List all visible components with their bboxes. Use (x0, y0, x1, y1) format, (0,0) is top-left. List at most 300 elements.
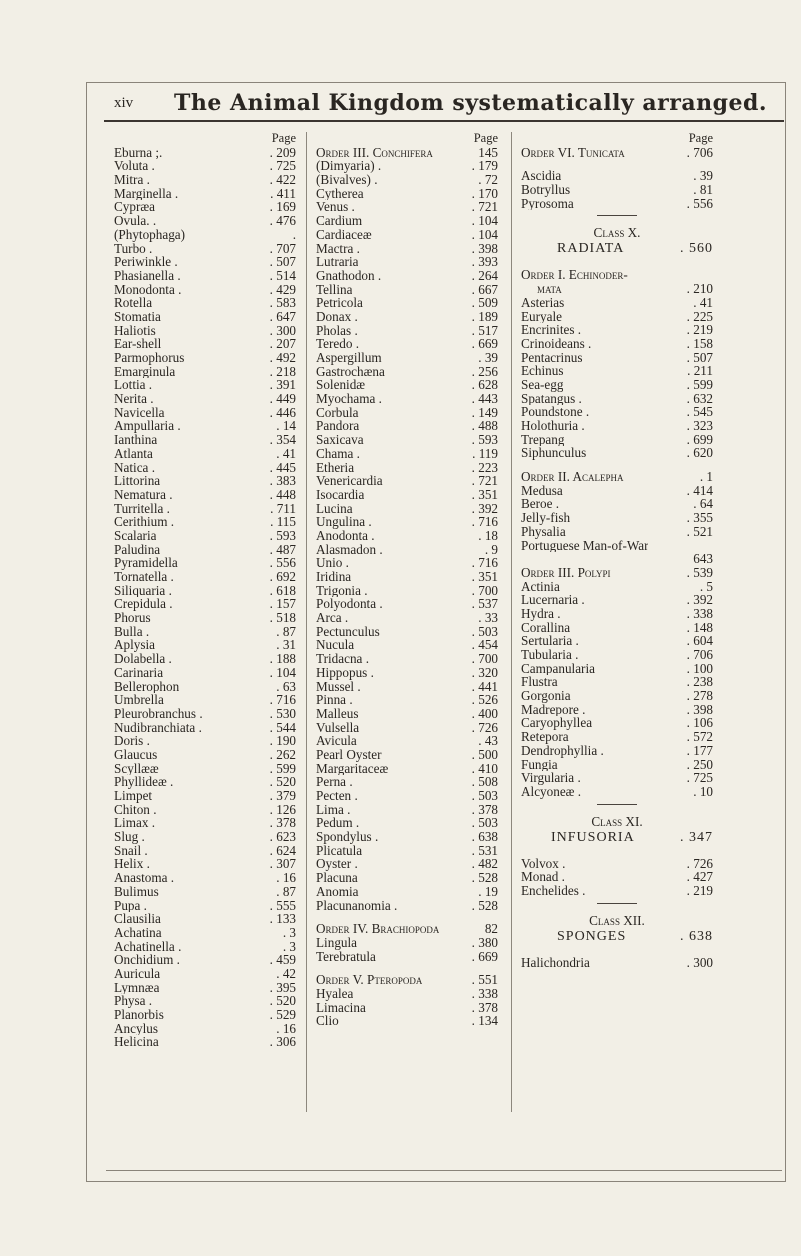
section-rule (597, 215, 637, 216)
entry-name: Emarginula (114, 364, 176, 379)
index-entry (316, 652, 498, 666)
index-entry (114, 419, 296, 433)
index-entry (316, 173, 498, 187)
index-entry (316, 351, 498, 365)
entry-page: . 446 (269, 404, 296, 420)
entry-page: . 63 (276, 678, 296, 694)
entry-page: . 323 (686, 418, 713, 433)
entry-name: Dolabella . (114, 652, 172, 666)
index-entry (114, 748, 296, 762)
entry-name: Pyrosoma (521, 196, 574, 211)
entry-name: Ancylus (114, 1021, 158, 1036)
index-entry (316, 392, 498, 406)
entry-page: . 209 (269, 144, 296, 160)
class-label: Class X. (593, 225, 641, 241)
entry-name: Crepidula . (114, 597, 173, 612)
entry-name: Actinia (521, 579, 560, 594)
entry-name: Spatangus . (521, 391, 582, 406)
entry-page: . 518 (269, 610, 296, 626)
entry-name: Aspergillum (316, 351, 382, 365)
entry-name: Turritella . (114, 501, 170, 516)
index-entry (316, 857, 498, 871)
index-entry (316, 721, 498, 735)
entry-page: . 520 (269, 774, 296, 790)
column-divider (306, 132, 307, 1112)
entry-page: . 632 (686, 390, 713, 406)
index-entry (114, 447, 296, 461)
entry-name: Avicula (316, 734, 357, 748)
entry-name: Flustra (521, 675, 558, 690)
entry-page: . 706 (686, 144, 713, 160)
entry-name: Lucernaria . (521, 593, 585, 607)
entry-name: Siphunculus (521, 446, 587, 461)
index-entry (521, 662, 713, 676)
entry-name: Lymnæa (114, 980, 160, 995)
entry-name: Terebratula (316, 949, 376, 964)
entry-name: Phyllideæ . (114, 775, 174, 789)
entry-name: Lottia . (114, 378, 153, 393)
entry-page: . 218 (269, 363, 296, 379)
entry-name: Mussel . (316, 679, 361, 694)
index-entry (316, 1001, 498, 1015)
entry-page: . 445 (269, 459, 296, 475)
index-entry (316, 584, 498, 598)
entry-page: . 256 (471, 363, 498, 379)
index-entry (114, 474, 296, 488)
entry-page: . 16 (276, 870, 296, 886)
index-entry (316, 365, 498, 379)
index-entry (521, 758, 713, 772)
entry-page: . 721 (471, 199, 498, 215)
index-column-1 (114, 132, 296, 1049)
index-entry (521, 484, 713, 498)
index-entry (316, 214, 498, 228)
entry-page: . 119 (472, 445, 498, 461)
entry-page: . 300 (686, 954, 713, 970)
entry-page: . 623 (269, 829, 296, 845)
entry-page: . 250 (686, 756, 713, 772)
index-entry (316, 515, 498, 529)
index-entry (316, 187, 498, 201)
entry-page: . 355 (686, 510, 713, 526)
entry-name: Order III. Conchifera (316, 145, 433, 160)
index-entry (521, 648, 713, 662)
index-entry (521, 785, 713, 799)
entry-page: . 41 (276, 445, 296, 461)
index-entry (114, 228, 296, 242)
entry-page: . 725 (686, 770, 713, 786)
entry-page: . 351 (471, 569, 498, 584)
index-entry (316, 488, 498, 502)
entry-page: . 338 (471, 985, 498, 1001)
entry-page: . 544 (269, 719, 296, 735)
entry-page: . 476 (269, 213, 296, 229)
entry-page: . 531 (471, 842, 498, 858)
index-entry (114, 392, 296, 406)
index-entry (316, 871, 498, 885)
order-row (521, 282, 713, 296)
entry-page: . 539 (686, 564, 713, 580)
entry-page: . 507 (686, 349, 713, 365)
entry-name: Limpet (114, 789, 153, 803)
index-entry (316, 1014, 498, 1028)
entry-name: Arca . (316, 611, 349, 625)
entry-name: Pectunculus (316, 624, 380, 639)
entry-name: (Phytophaga) (114, 227, 186, 242)
entry-page: . 225 (686, 308, 713, 324)
entry-page: . 5 (699, 578, 713, 594)
entry-name: Iridina (316, 570, 352, 584)
entry-name: Medusa (521, 483, 563, 498)
index-entry (114, 502, 296, 516)
entry-name: Euryale (521, 309, 563, 324)
index-entry (316, 830, 498, 844)
entry-page: . 638 (471, 829, 498, 845)
spacer (316, 963, 498, 973)
entry-page: . 398 (686, 701, 713, 717)
entry-name: Holothuria . (521, 419, 585, 433)
index-entry (521, 511, 713, 525)
entry-page: . 707 (269, 240, 296, 256)
index-entry (316, 707, 498, 721)
index-entry (114, 803, 296, 817)
index-entry (316, 987, 498, 1001)
index-entry (521, 744, 713, 758)
entry-page: . 87 (276, 623, 296, 639)
entry-name: Atlanta (114, 446, 153, 461)
index-entry (114, 789, 296, 803)
entry-name: Spondylus . (316, 830, 379, 844)
entry-page: . 711 (270, 500, 296, 516)
class-page: . 347 (680, 829, 713, 845)
index-entry (114, 885, 296, 899)
index-entry (114, 857, 296, 871)
index-entry (114, 146, 296, 160)
index-entry (316, 693, 498, 707)
entry-page: . 158 (686, 335, 713, 351)
index-entry (316, 803, 498, 817)
index-entry (521, 539, 713, 553)
index-entry (114, 488, 296, 502)
entry-page: . 219 (686, 882, 713, 898)
entry-page (679, 268, 713, 282)
entry-name: Cardium (316, 214, 363, 228)
index-entry (114, 926, 296, 940)
index-entry (114, 255, 296, 269)
entry-name: Voluta . (114, 159, 155, 174)
index-entry (316, 885, 498, 899)
page-title: The Animal Kingdom systematically arranged. (174, 90, 768, 116)
index-entry (316, 936, 498, 950)
index-entry (316, 950, 498, 964)
entry-name: Anodonta . (316, 528, 375, 543)
entry-name: Navicella (114, 405, 165, 420)
entry-name: Oyster . (316, 857, 358, 872)
entry-page: . 593 (471, 432, 498, 448)
entry-page: . 620 (686, 445, 713, 461)
index-entry (521, 621, 713, 635)
entry-page: . 126 (269, 801, 296, 817)
entry-page: . 39 (478, 350, 498, 365)
entry-page: . 354 (269, 432, 296, 448)
entry-name: Pleurobranchus . (114, 706, 203, 721)
entry-page: . 378 (269, 815, 296, 831)
index-entry (114, 529, 296, 543)
index-entry (316, 461, 498, 475)
index-entry (521, 497, 713, 511)
entry-page: . 716 (269, 692, 296, 708)
class-name: SPONGES (557, 928, 627, 944)
entry-page: . 692 (269, 569, 296, 584)
entry-name: Ovula. . (114, 214, 157, 228)
index-entry (521, 703, 713, 717)
spacer (521, 159, 713, 169)
entry-page: . 190 (269, 733, 296, 749)
entry-name: Pupa . (114, 898, 147, 913)
entry-name: Placuna (316, 871, 358, 885)
entry-name: Nerita . (114, 392, 154, 406)
entry-page: . 391 (269, 377, 296, 393)
entry-page: 145 (478, 144, 498, 160)
entry-page: . 398 (471, 240, 498, 256)
entry-name: Phorus (114, 611, 151, 625)
index-entry (316, 625, 498, 639)
page-number: xiv (114, 94, 134, 111)
entry-name: Order III. Polypi (521, 565, 611, 580)
entry-name: Echinus (521, 364, 564, 378)
order-row (521, 268, 713, 282)
class-name: INFUSORIA (551, 829, 635, 845)
entry-name: Lima . (316, 802, 351, 817)
class-name: RADIATA (557, 241, 625, 257)
entry-name: Limax . (114, 816, 156, 831)
index-entry (316, 324, 498, 338)
entry-page: . 454 (471, 637, 498, 653)
index-entry (521, 392, 713, 406)
entry-name: Cypræa (114, 200, 156, 215)
entry-name: Malleus (316, 706, 359, 721)
entry-name: Phasianella . (114, 268, 181, 283)
entry-page: . 188 (269, 651, 296, 667)
index-entry (316, 269, 498, 283)
entry-page: . 72 (478, 172, 498, 188)
index-entry (316, 228, 498, 242)
index-entry (114, 159, 296, 173)
index-entry (316, 378, 498, 392)
entry-name: Pandora (316, 419, 360, 434)
index-entry (114, 816, 296, 830)
index-entry (316, 310, 498, 324)
entry-page: . 509 (471, 295, 498, 311)
entry-page: . 1 (699, 469, 713, 485)
entry-name: Gnathodon . (316, 268, 382, 283)
entry-page: . 520 (269, 993, 296, 1009)
entry-page: . 599 (269, 760, 296, 776)
entry-name: Carinaria (114, 665, 164, 680)
entry-page: . 604 (686, 633, 713, 649)
entry-name: Crinoideans . (521, 336, 592, 351)
index-entry (521, 183, 713, 197)
entry-page: . 380 (471, 934, 498, 950)
entry-page: . 427 (686, 869, 713, 885)
entry-name: Trepang (521, 432, 565, 447)
entry-page: . 157 (269, 596, 296, 612)
index-entry (316, 680, 498, 694)
entry-page: . 104 (471, 213, 498, 229)
index-entry (316, 748, 498, 762)
entry-name: Tubularia . (521, 648, 579, 662)
entry-page: . 624 (269, 842, 296, 858)
entry-page: . 628 (471, 377, 498, 393)
entry-page: . 517 (471, 322, 498, 338)
entry-page: . 81 (693, 182, 713, 198)
index-entry (114, 556, 296, 570)
class-heading (521, 930, 713, 948)
entry-name: Bellerophon (114, 679, 180, 694)
index-entry (316, 543, 498, 557)
section-rule (597, 903, 637, 904)
entry-page: . 177 (686, 742, 713, 758)
entry-name: Ampullaria . (114, 419, 181, 434)
entry-page: . 529 (269, 1007, 296, 1022)
index-entry (316, 283, 498, 297)
order-row (316, 922, 498, 936)
entry-name: Siliquaria . (114, 583, 172, 598)
class-page: . 560 (680, 241, 713, 257)
order-row (316, 146, 498, 160)
entry-page: . 351 (471, 486, 498, 502)
entry-page: . 492 (269, 350, 296, 365)
entry-name: Haliotis (114, 323, 156, 338)
entry-name: Pecten . (316, 789, 358, 803)
index-entry (114, 515, 296, 529)
entry-name: Ungulina . (316, 515, 372, 529)
entry-page: . 320 (471, 664, 498, 680)
entry-page: . 521 (686, 523, 713, 539)
entry-name: Glaucus (114, 747, 158, 762)
entry-name: Nematura . (114, 487, 173, 502)
index-entry (521, 689, 713, 703)
entry-name: Rotella (114, 296, 153, 310)
entry-page: . 526 (471, 692, 498, 708)
entry-name: Cerithium . (114, 515, 175, 529)
entry-page: . 716 (471, 555, 498, 571)
entry-page: . 14 (276, 418, 296, 434)
entry-page: . 599 (686, 376, 713, 392)
entry-page: . 411 (270, 185, 296, 201)
entry-page: . 238 (686, 674, 713, 690)
entry-name: Vulsella (316, 720, 360, 735)
class-page: . 638 (680, 928, 713, 944)
index-entry (521, 419, 713, 433)
entry-name: Nudibranchiata . (114, 720, 202, 735)
index-entry (521, 634, 713, 648)
index-entry (316, 419, 498, 433)
entry-name: Marginella . (114, 186, 179, 201)
entry-page: . 115 (270, 514, 296, 530)
entry-name: Asterias (521, 295, 565, 310)
index-entry (114, 365, 296, 379)
index-entry (114, 611, 296, 625)
entry-name: (Dimyaria) . (316, 159, 382, 174)
entry-page: . 583 (269, 295, 296, 311)
entry-name: Botryllus (521, 183, 571, 197)
index-entry (521, 351, 713, 365)
entry-name: Cytherea (316, 186, 364, 201)
index-entry (114, 762, 296, 776)
entry-page: . 42 (276, 965, 296, 981)
entry-page: . 572 (686, 729, 713, 745)
index-entry (316, 899, 498, 913)
entry-name: Etheria (316, 460, 355, 475)
index-entry (521, 433, 713, 447)
entry-page: . 537 (471, 596, 498, 612)
class-heading (521, 831, 713, 849)
index-entry (114, 584, 296, 598)
entry-name: Tornatella . (114, 570, 174, 584)
entry-page: . 383 (269, 473, 296, 489)
entry-page: . 528 (471, 870, 498, 886)
index-entry (521, 323, 713, 337)
entry-page: . 264 (471, 267, 498, 283)
entry-page: . 514 (269, 267, 296, 283)
entry-name: Ascidia (521, 169, 562, 184)
entry-name: Pholas . (316, 323, 358, 338)
entry-page: . 392 (686, 592, 713, 608)
index-entry (114, 734, 296, 748)
entry-page: . 699 (686, 431, 713, 447)
entry-name: Virgularia . (521, 771, 581, 785)
index-entry (316, 570, 498, 584)
index-entry (114, 981, 296, 995)
entry-name: mata (537, 282, 562, 296)
entry-name: Bulimus (114, 884, 159, 899)
entry-name: Sertularia . (521, 634, 579, 648)
entry-page: . 106 (686, 715, 713, 731)
entry-page: . 429 (269, 281, 296, 297)
entry-page: . 508 (471, 774, 498, 790)
index-entry (521, 364, 713, 378)
entry-name: Polyodonta . (316, 597, 383, 612)
entry-name: Venus . (316, 200, 355, 215)
entry-name: Solenidæ (316, 378, 366, 393)
entry-name: Unio . (316, 556, 349, 570)
entry-name: Auricula (114, 966, 161, 981)
entry-page: . 262 (269, 746, 296, 762)
entry-name: Campanularia (521, 661, 595, 676)
entry-name: Achatina (114, 925, 162, 940)
entry-name: Order V. Pteropoda (316, 973, 423, 987)
entry-page: . 338 (686, 605, 713, 621)
entry-page: . 556 (269, 555, 296, 571)
index-entry (316, 789, 498, 803)
index-entry (114, 269, 296, 283)
entry-name: Umbrella (114, 693, 164, 707)
entry-name: Encrinites . (521, 323, 582, 337)
entry-name: Corallina (521, 620, 571, 635)
index-entry (114, 953, 296, 967)
entry-name: Order II. Acalepha (521, 470, 624, 484)
index-entry (521, 771, 713, 785)
index-entry (521, 857, 713, 871)
index-entry (114, 693, 296, 707)
entry-page: . 133 (269, 911, 296, 927)
index-entry (316, 529, 498, 543)
entry-name: Hyalea (316, 986, 354, 1001)
class-label: Class XI. (591, 813, 643, 829)
entry-name: Scalaria (114, 528, 157, 543)
entry-page: . 410 (471, 760, 498, 776)
